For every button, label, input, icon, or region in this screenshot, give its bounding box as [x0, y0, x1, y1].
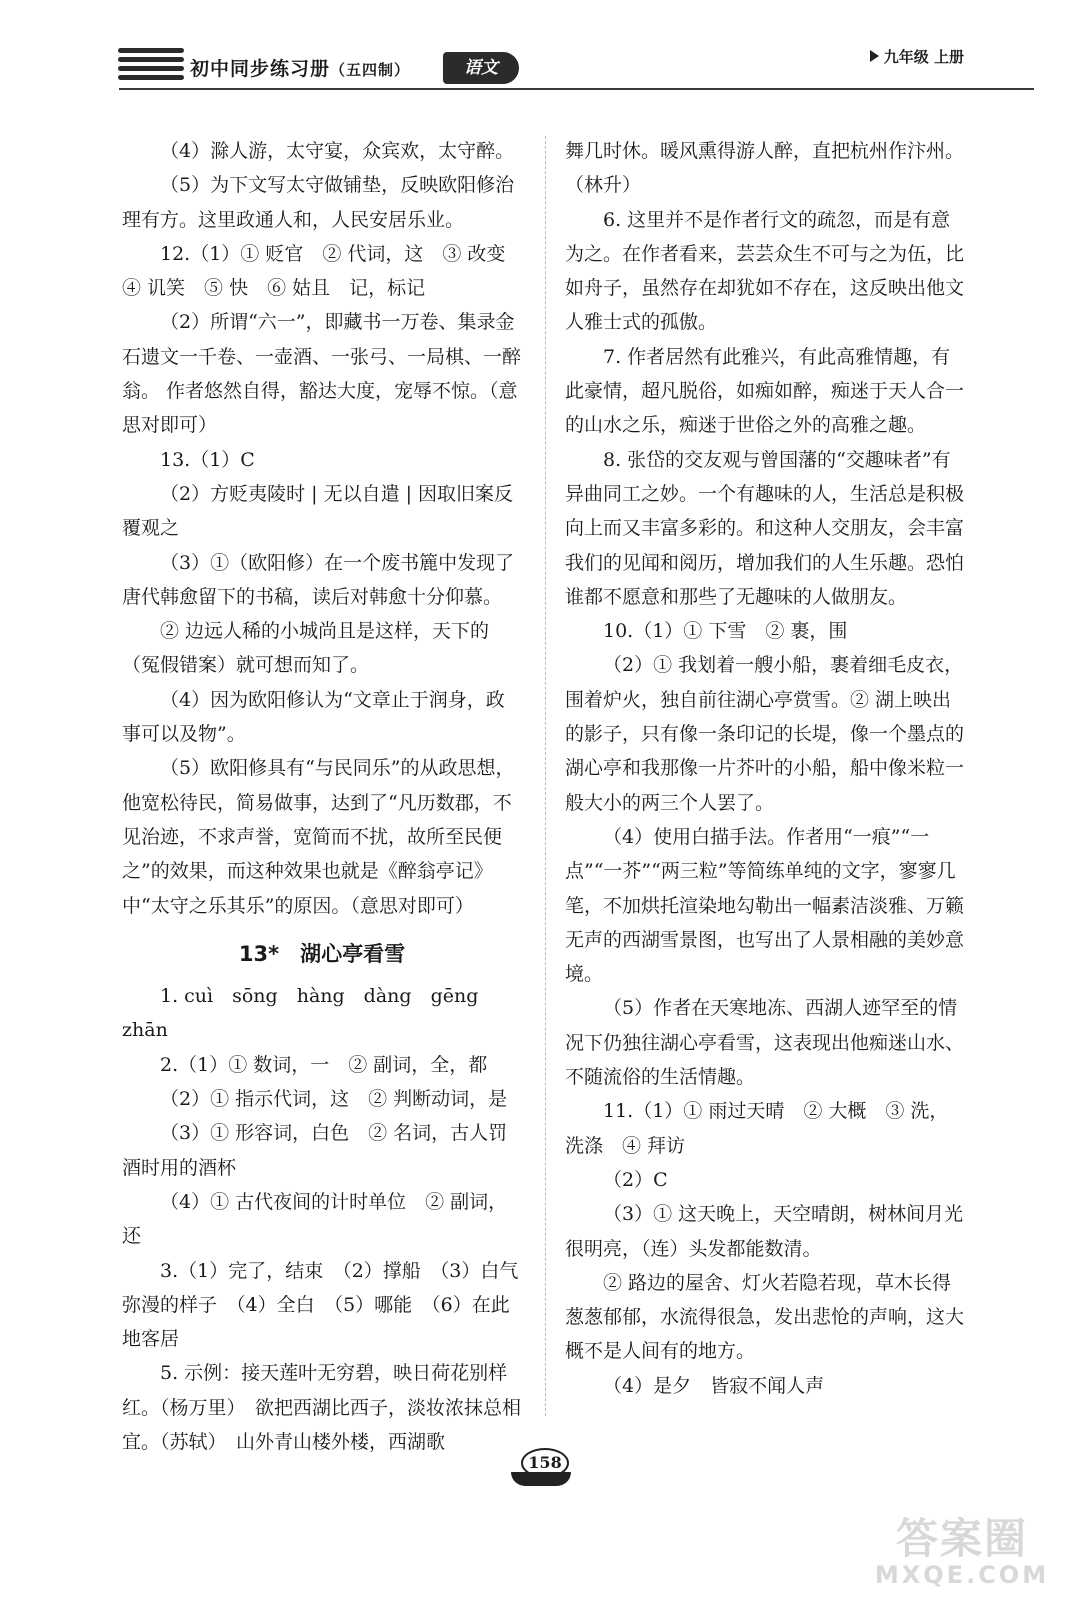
- right-column: [565, 134, 965, 1403]
- answer-paragraph: 舞几时休。暖风熏得游人醉，直把杭州作汴州。（林升）: [565, 140, 965, 197]
- book-title: [190, 54, 410, 81]
- answer-paragraph: （4）① 古代夜间的计时单位 ② 副词，还: [122, 1190, 508, 1248]
- answer-paragraph: 6. 这里并不是作者行文的疏忽，而是有意为之。在作者看来，芸芸众生不可与之为伍，比如舟子，虽然存在却犹如不存在，这反映出他文人雅士式的孤傲。: [565, 208, 965, 334]
- answer-paragraph: （2）所谓“六一”，即藏书一万卷、集录金石遗文一千卷、一壶酒、一张弓、一局棋、一醉翁。 作者悠然自得，豁达大度，宠辱不惊。（意思对即可）: [122, 311, 522, 437]
- answer-paragraph: （2）① 我划着一艘小船，裹着细毛皮衣，围着炉火，独自前往湖心亭赏雪。② 湖上映出的影子，只有像一条印记的长堤，像一个墨点的湖心亭和我那像一片芥叶的小船，船中像米粒一般大小的两三个人罢了。: [565, 654, 965, 814]
- answer-paragraph: 11.（1）① 雨过天晴 ② 大概 ③ 洗，洗涤 ④ 拜访: [565, 1100, 949, 1157]
- left-column: [122, 134, 525, 1459]
- answer-paragraph: 12.（1）① 贬官 ② 代词，这 ③ 改变 ④ 讥笑 ⑤ 快 ⑥ 姑且 记，标记: [122, 242, 525, 300]
- answer-paragraph: ② 边远人稀的小城尚且是这样，天下的（冤假错案）就可想而知了。: [122, 620, 490, 677]
- watermark-logo-text: 答案圈: [895, 1514, 1028, 1563]
- answer-paragraph: （2）C: [603, 1168, 668, 1191]
- watermark-url: MXQE.COM: [874, 1561, 1050, 1589]
- answer-paragraph: （4）因为欧阳修认为“文章止于润身，政事可以及物”。: [122, 688, 505, 746]
- column-divider: [545, 136, 546, 1416]
- answer-paragraph: （2）① 指示代词，这 ② 判断动词，是: [160, 1088, 508, 1111]
- answer-paragraph: （3）①（欧阳修）在一个废书簏中发现了唐代韩愈留下的书稿，读后对韩愈十分仰慕。: [122, 551, 515, 608]
- answer-paragraph: （4）使用白描手法。作者用“一痕”“一点”“一芥”“两三粒”等简练单纯的文字，寥寥几笔，不加烘托渲染地勾勒出一幅素洁淡雅、万籁无声的西湖雪景图，也写出了人景相融的美妙意境。: [565, 825, 965, 986]
- header-rule: [119, 88, 1034, 90]
- section-heading: 13* 湖心亭看雪: [238, 941, 406, 966]
- header-stripes-decoration: [118, 48, 184, 88]
- page-number-badge: [507, 1442, 579, 1498]
- answer-paragraph: ② 路边的屋舍、灯火若隐若现，草木长得葱葱郁郁，水流得很急，发出悲怆的声响，这大概不是人间有的地方。: [565, 1271, 965, 1363]
- watermark: [867, 1516, 1057, 1592]
- answer-paragraph: （5）为下文写太守做铺垫，反映欧阳修治理有方。这里政通人和，人民安居乐业。: [122, 174, 515, 231]
- subject-badge: 语文: [443, 52, 519, 84]
- answer-paragraph: （5）作者在天寒地冻、西湖人迹罕至的情况下仍独往湖心亭看雪，这表现出他痴迷山水、不随流俗的生活情趣。: [565, 997, 965, 1089]
- answer-paragraph: 8. 张岱的交友观与曾国藩的“交趣味者”有异曲同工之妙。一个有趣味的人，生活总是积极向上而又丰富多彩的。和这种人交朋友，会丰富我们的见闻和阅历，增加我们的人生乐趣。恐怕谁都不愿意和那些了无趣味的人做朋友。: [565, 448, 965, 608]
- page-number: 158: [521, 1448, 569, 1478]
- answer-paragraph: （3）① 形容词，白色 ② 名词，古人罚酒时用的酒杯: [122, 1122, 508, 1179]
- answer-paragraph: （2）方贬夷陵时 | 无以自遣 | 因取旧案反覆观之: [122, 482, 514, 540]
- book-title-text: 初中同步练习册: [190, 58, 331, 80]
- answer-paragraph: 13.（1）C: [160, 448, 255, 471]
- answer-paragraph: （4）滁人游，太守宴，众宾欢，太守醉。: [160, 140, 515, 162]
- answer-paragraph: 1. cuì sōng hàng dàng gēng zhān: [122, 985, 498, 1042]
- answer-paragraph: 5. 示例：接天莲叶无穷碧，映日荷花别样红。（杨万里） 欲把西湖比西子，淡妆浓抹总相宜。（苏轼） 山外青山楼外楼，西湖歌: [122, 1362, 522, 1453]
- page-header: [0, 0, 1069, 110]
- answer-paragraph: （4）是夕 皆寂不闻人声: [603, 1374, 825, 1397]
- answer-paragraph: 2.（1）① 数词，一 ② 副词，全，都: [160, 1053, 488, 1076]
- answer-paragraph: 10.（1）① 下雪 ② 裹，围: [603, 620, 848, 643]
- answer-paragraph: 7. 作者居然有此雅兴，有此高雅情趣，有此豪情，超凡脱俗，如痴如醉，痴迷于天人合一的山水之乐，痴迷于世俗之外的高雅之趣。: [565, 345, 965, 437]
- answer-paragraph: （5）欧阳修具有“与民同乐”的从政思想，他宽松待民，简易做事，达到了“凡历数郡，不见治迹，不求声誉，宽简而不扰，故所至民便之”的效果，而这种效果也就是《醉翁亭记》中“太守之乐其乐”的原因。（意思对即可）: [122, 757, 515, 917]
- triangle-arrow-icon: [870, 50, 879, 62]
- book-edition: （五四制）: [330, 61, 411, 79]
- grade-label: 九年级 上册: [883, 48, 964, 66]
- answer-paragraph: 3.（1）完了，结束 （2）撑船 （3）白气弥漫的样子 （4）全白 （5）哪能 （6）在此地客居: [122, 1259, 519, 1351]
- answer-paragraph: （3）① 这天晚上，天空晴朗，树林间月光很明亮，（连）头发都能数清。: [565, 1203, 964, 1260]
